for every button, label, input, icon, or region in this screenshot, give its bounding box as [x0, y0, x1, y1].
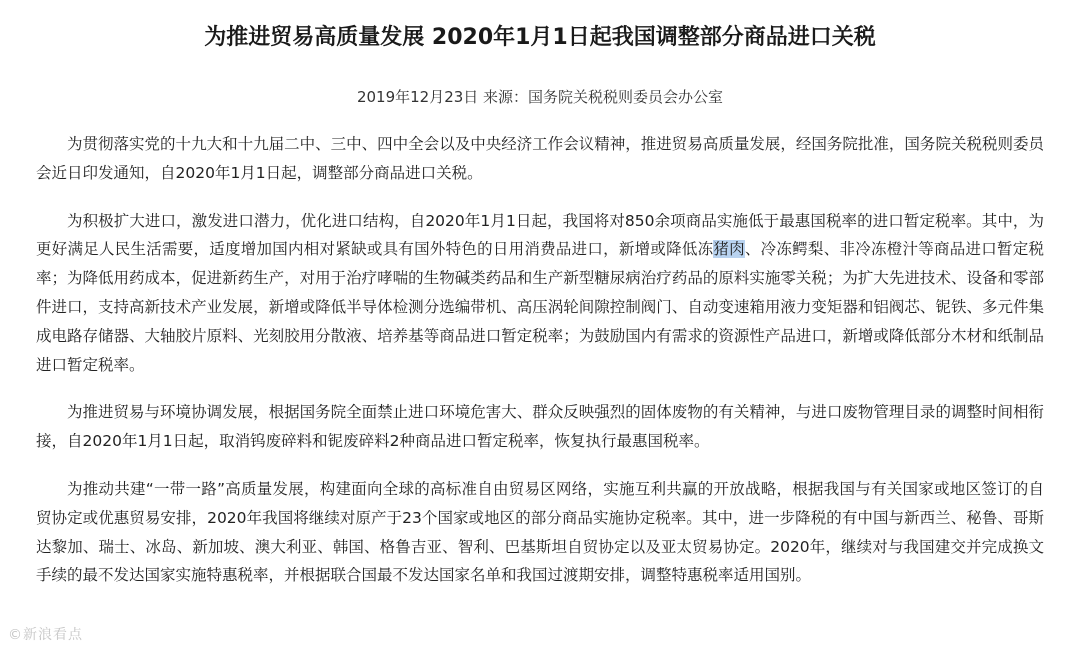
paragraph-3: 为推进贸易与环境协调发展，根据国务院全面禁止进口环境危害大、群众反映强烈的固体废物的有关精神，与进口废物管理目录的调整时间相衔接，自2020年1月1日起，取消钨废碎料和铌废碎料2种商品进口暂定税率，恢复执行最惠国税率。: [36, 403, 1044, 451]
paragraph-2-text-after: 、冷冻鳄梨、非冷冻橙汁等商品进口暂定税率；为降低用药成本，促进新药生产，对用于治疗哮喘的生物碱类药品和生产新型糖尿病治疗药品的原料实施零关税；为扩大先进技术、设备和零部件进口，支持高新技术产业发展，新增或降低半导体检测分选编带机、高压涡轮间隙控制阀门、自动变速箱用液力变矩器和铝阀芯、铌铁、多元件集成电路存储器、大轴胶片原料、光刻胶用分散液、培养基等商品进口暂定税率；为鼓励国内有需求的资源性产品进口，新增或降低部分木材和纸制品进口暂定税率。: [36, 240, 1044, 374]
watermark: ©新浪看点: [8, 627, 83, 643]
paragraph-4: 为推动共建“一带一路”高质量发展，构建面向全球的高标准自由贸易区网络，实施互利共赢的开放战略，根据我国与有关国家或地区签订的自贸协定或优惠贸易安排，2020年我国将继续对原产于23个国家或地区的部分商品实施协定税率。其中，进一步降税的有中国与新西兰、秘鲁、哥斯达黎加、瑞士、冰岛、新加坡、澳大利亚、韩国、格鲁吉亚、智利、巴基斯坦自贸协定以及亚太贸易协定。2020年，继续对与我国建交并完成换文手续的最不发达国家实施特惠税率，并根据联合国最不发达国家名单和我国过渡期安排，调整特惠税率适用国别。: [36, 479, 1044, 585]
paragraph-2-text-before: 为积极扩大进口，激发进口潜力，优化进口结构，自2020年1月1日起，我国将对850余项商品实施低于最惠国税率的进口暂定税率。其中，为更好满足人民生活需要，适度增加国内相对紧缺或具有国外特色的日用消费品进口，新增或降低冻: [36, 211, 1044, 259]
article: [36, 18, 1044, 590]
paragraph-1: 为贯彻落实党的十九大和十九届二中、三中、四中全会以及中央经济工作会议精神，推进贸易高质量发展，经国务院批准，国务院关税税则委员会近日印发通知，自2020年1月1日起，调整部分商品进口关税。: [36, 135, 1044, 182]
selected-text-highlight: 猪肉: [713, 240, 745, 259]
article-title: 为推进贸易高质量发展 2020年1月1日起我国调整部分商品进口关税: [204, 25, 876, 50]
paragraph-2: [36, 207, 1044, 380]
article-meta: 2019年12月23日 来源：国务院关税税则委员会办公室: [356, 88, 724, 106]
